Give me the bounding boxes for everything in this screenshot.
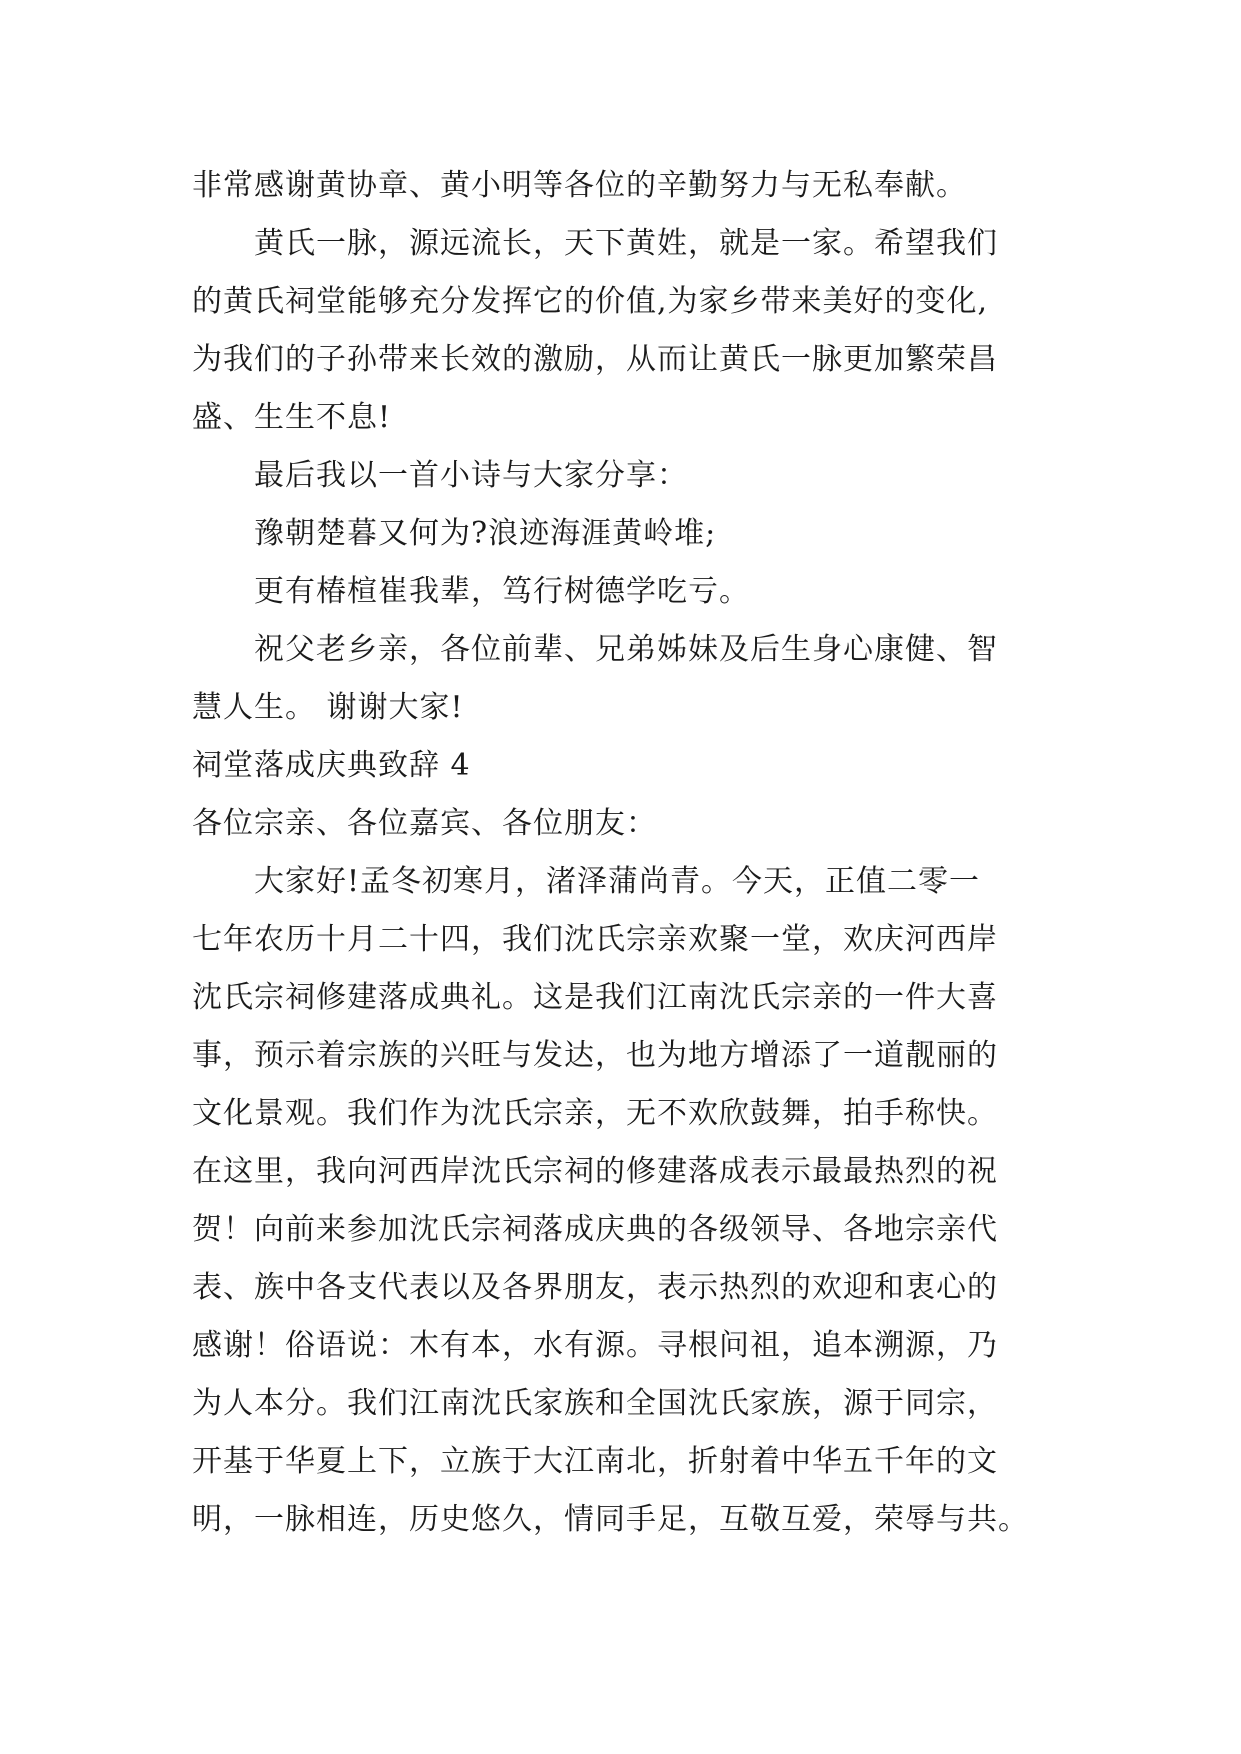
text-line: 贺！向前来参加沈氏宗祠落成庆典的各级领导、各地宗亲代 (192, 1212, 998, 1247)
section-heading: 祠堂落成庆典致辞 4 (192, 748, 471, 783)
text-line: 文化景观。我们作为沈氏宗亲，无不欢欣鼓舞，拍手称快。 (192, 1096, 998, 1131)
text-line: 祝父老乡亲，各位前辈、兄弟姊妹及后生身心康健、智 (254, 632, 998, 667)
text-line: 更有椿楦崔我辈，笃行树德学吃亏。 (254, 574, 750, 609)
text-line: 盛、生生不息! (192, 400, 392, 435)
text-line: 大家好!孟冬初寒月，渚泽蒲尚青。今天，正值二零一 (254, 864, 981, 899)
salutation: 各位宗亲、各位嘉宾、各位朋友： (192, 806, 657, 841)
text-line: 为人本分。我们江南沈氏家族和全国沈氏家族，源于同宗， (192, 1386, 998, 1421)
text-line: 在这里，我向河西岸沈氏宗祠的修建落成表示最最热烈的祝 (192, 1154, 998, 1189)
text-line: 表、族中各支代表以及各界朋友，表示热烈的欢迎和衷心的 (192, 1270, 998, 1305)
text-line: 为我们的子孙带来长效的激励，从而让黄氏一脉更加繁荣昌 (192, 342, 998, 377)
text-line: 黄氏一脉，源远流长，天下黄姓，就是一家。希望我们 (254, 226, 998, 261)
text-line: 感谢！俗语说：木有本，水有源。寻根问祖，追本溯源，乃 (192, 1328, 998, 1363)
text-line: 非常感谢黄协章、黄小明等各位的辛勤努力与无私奉献。 (192, 168, 967, 203)
text-line: 沈氏宗祠修建落成典礼。这是我们江南沈氏宗亲的一件大喜 (192, 980, 998, 1015)
text-line: 豫朝楚暮又何为?浪迹海涯黄岭堆; (254, 516, 717, 551)
text-line: 的黄氏祠堂能够充分发挥它的价值,为家乡带来美好的变化, (192, 284, 989, 319)
text-line: 明，一脉相连，历史悠久，情同手足，互敬互爱，荣辱与共。 (192, 1502, 1029, 1537)
text-line: 最后我以一首小诗与大家分享： (254, 458, 688, 493)
text-line: 七年农历十月二十四，我们沈氏宗亲欢聚一堂，欢庆河西岸 (192, 922, 998, 957)
text-line: 慧人生。 谢谢大家! (192, 690, 464, 725)
text-line: 开基于华夏上下，立族于大江南北，折射着中华五千年的文 (192, 1444, 998, 1479)
text-line: 事，预示着宗族的兴旺与发达，也为地方增添了一道靓丽的 (192, 1038, 998, 1073)
